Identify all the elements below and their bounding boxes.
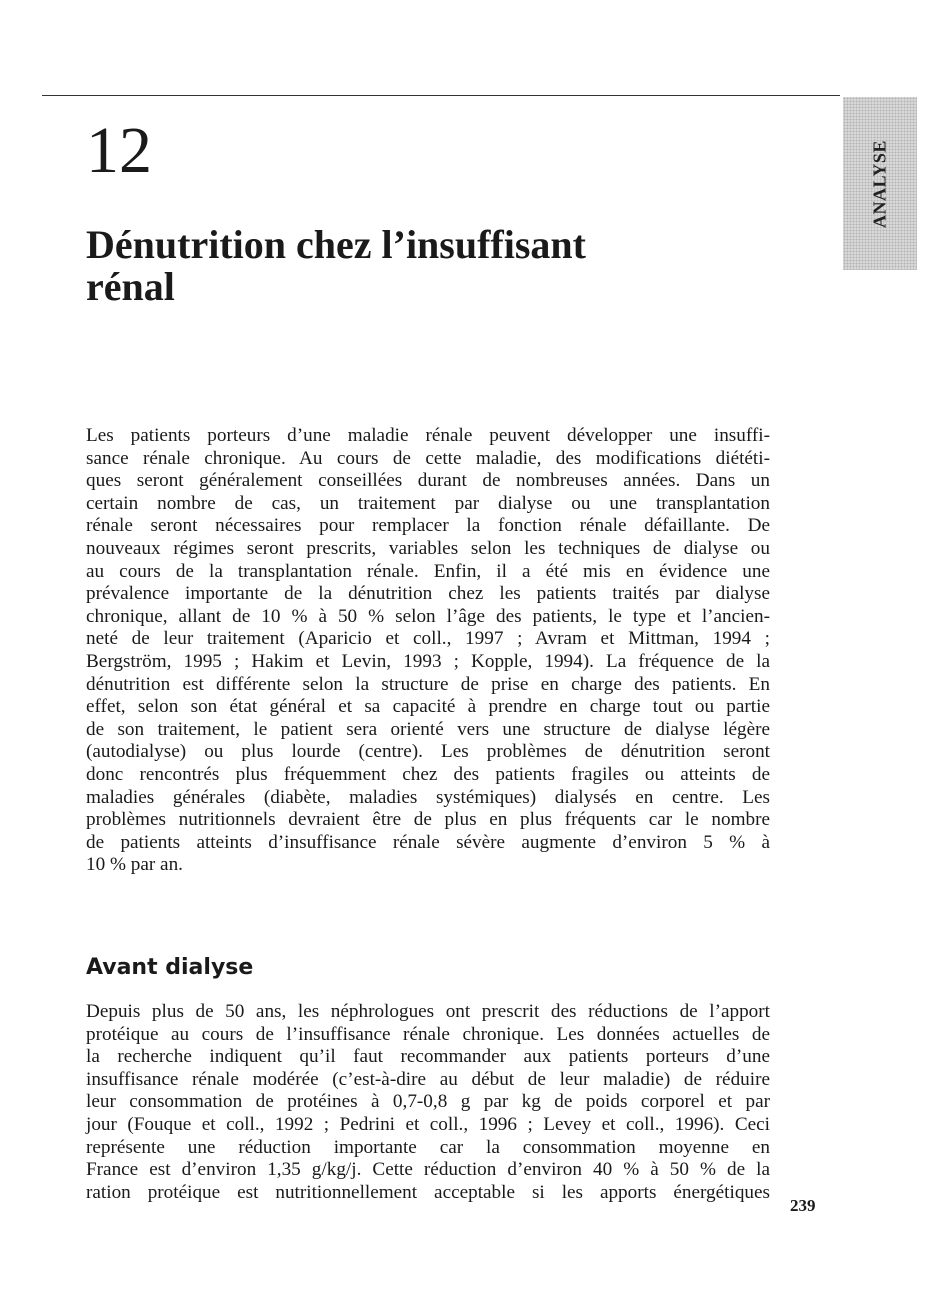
text-line: chronique, allant de 10 % à 50 % selon l’âge des patients, le type et l’ancien- xyxy=(86,605,770,627)
text-line: rénale seront nécessaires pour remplacer la fonction rénale défaillante. De xyxy=(86,515,770,537)
text-line: jour (Fouque et coll., 1992 ; Pedrini et coll., 1996 ; Levey et coll., 1996). Ceci xyxy=(86,1113,770,1135)
text-line: donc rencontrés plus fréquemment chez des patients fragiles ou atteints de xyxy=(86,763,770,785)
text-line: de son traitement, le patient sera orienté vers une structure de dialyse légère xyxy=(86,718,770,740)
text-line: France est d’environ 1,35 g/kg/j. Cette réduction d’environ 40 % à 50 % de la xyxy=(86,1159,770,1181)
text-line: protéique au cours de l’insuffisance rénale chronique. Les données actuelles de xyxy=(86,1023,770,1045)
header-rule xyxy=(42,95,840,96)
text-line: nouveaux régimes seront prescrits, variables selon les techniques de dialyse ou xyxy=(86,537,770,559)
text-line: Depuis plus de 50 ans, les néphrologues ont prescrit des réductions de l’apport xyxy=(86,1001,770,1022)
page-number: 239 xyxy=(790,1196,816,1215)
text-line: au cours de la transplantation rénale. Enfin, il a été mis en évidence une xyxy=(86,560,770,582)
text-line: Bergström, 1995 ; Hakim et Levin, 1993 ; Kopple, 1994). La fréquence de la xyxy=(86,650,770,672)
intro-paragraph xyxy=(86,425,770,877)
section-tab xyxy=(843,97,917,270)
text-line: ques seront généralement conseillées durant de nombreuses années. Dans un xyxy=(86,470,770,492)
text-line: de patients atteints d’insuffisance rénale sévère augmente d’environ 5 % à xyxy=(86,831,770,853)
text-line: la recherche indiquent qu’il faut recommander aux patients porteurs d’une xyxy=(86,1046,770,1068)
chapter-title-line: Dénutrition chez l’insuffisant xyxy=(86,222,586,267)
chapter-title-line: rénal xyxy=(86,264,175,309)
chapter-number: 12 xyxy=(86,114,152,187)
text-line: certain nombre de cas, un traitement par dialyse ou une transplantation xyxy=(86,492,770,514)
section-heading: Avant dialyse xyxy=(86,955,254,980)
text-line: dénutrition est différente selon la structure de prise en charge des patients. En xyxy=(86,673,770,695)
text-line: (autodialyse) ou plus lourde (centre). Les problèmes de dénutrition seront xyxy=(86,741,770,763)
text-line: ration protéique est nutritionnellement acceptable si les apports énergétiques xyxy=(86,1181,770,1203)
text-line: Les patients porteurs d’une maladie rénale peuvent développer une insuffi- xyxy=(86,425,770,446)
text-line: neté de leur traitement (Aparicio et coll., 1997 ; Avram et Mittman, 1994 ; xyxy=(86,628,770,650)
text-line: effet, selon son état général et sa capacité à prendre en charge tout ou partie xyxy=(86,696,770,718)
section-tab-label: ANALYSE xyxy=(869,139,890,228)
text-line: 10 % par an. xyxy=(86,854,183,876)
text-line: représente une réduction importante car la consommation moyenne en xyxy=(86,1136,770,1158)
text-line: maladies générales (diabète, maladies systémiques) dialysés en centre. Les xyxy=(86,786,770,808)
text-line: prévalence importante de la dénutrition chez les patients traités par dialyse xyxy=(86,583,770,605)
chapter-title xyxy=(86,224,586,308)
text-line: insuffisance rénale modérée (c’est-à-dire au début de leur maladie) de réduire xyxy=(86,1068,770,1090)
text-line: leur consommation de protéines à 0,7-0,8 g par kg de poids corporel et par xyxy=(86,1091,770,1113)
section-paragraph xyxy=(86,1001,770,1204)
text-line: sance rénale chronique. Au cours de cette maladie, des modifications diététi- xyxy=(86,447,770,469)
text-line: problèmes nutritionnels devraient être de plus en plus fréquents car le nombre xyxy=(86,809,770,831)
